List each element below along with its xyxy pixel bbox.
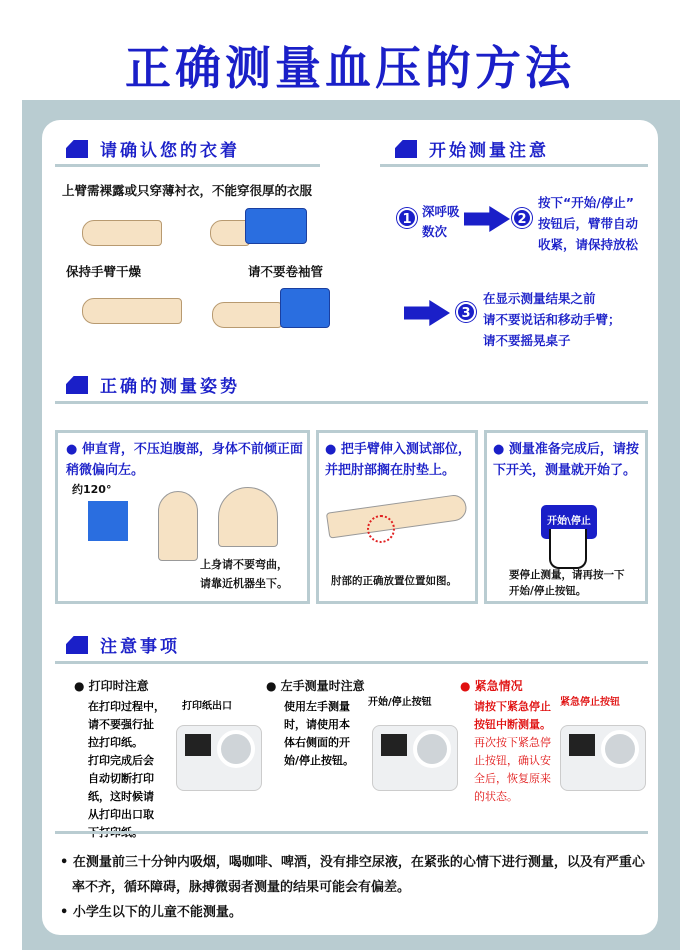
sleeved-arm-image [210, 220, 250, 246]
pressing-hand-icon [549, 529, 587, 569]
bottom-note: • 在测量前三十分钟内吸烟，喝咖啡、啤酒，没有排空尿液，在紧张的心情下进行测量，以及有严重心率不齐，循环障碍，脉搏微弱者测量的结果可能会有偏差。 [60, 855, 645, 895]
arm-on-cuff-image [326, 493, 468, 538]
line: 在显示测量结果之前 [483, 291, 596, 306]
heading-marker-icon [66, 376, 88, 394]
divider [380, 164, 648, 167]
leaning-person-image [218, 487, 278, 547]
wet-arm-image [82, 298, 182, 324]
line: 数次 [422, 224, 448, 239]
start-stop-button: 开始\停止 [541, 505, 597, 539]
heading-marker-icon [66, 140, 88, 158]
line: 体右侧面的开 [284, 736, 350, 749]
text: 把手臂伸入测试部位，并把肘部搁在肘垫上。 [325, 442, 471, 478]
heading-text: 正确的测量姿势 [100, 377, 240, 397]
divider [55, 164, 320, 167]
no-roll-label: 请不要卷袖管 [248, 264, 324, 279]
section-heading-notes [66, 632, 180, 657]
posture-text-3: ● 测量准备完成后，请按下开关，测量就开始了。 [493, 442, 639, 478]
line: 要停止测量，请再按一下 [509, 569, 625, 581]
heading-marker-icon [395, 140, 417, 158]
bottom-notes [60, 850, 650, 925]
posture-box-2 [316, 430, 478, 604]
heading-text: 注意事项 [100, 637, 180, 657]
text: 小学生以下的儿童不能测量。 [72, 905, 242, 920]
text: 打印时注意 [88, 679, 149, 693]
printer-outlet-label: 打印纸出口 [182, 701, 232, 712]
clothing-intro: 上臂需裸露或只穿薄衬衣，不能穿很厚的衣服 [62, 183, 313, 198]
section-heading-start [395, 136, 549, 161]
bp-monitor-image [560, 725, 646, 791]
note-print-title: ● 打印时注意 [74, 679, 149, 693]
heading-marker-icon [66, 636, 88, 654]
bp-monitor-image [176, 725, 262, 791]
section-heading-posture [66, 372, 240, 397]
line: 从打印出口取 [88, 808, 154, 821]
note-emergency-text [474, 698, 551, 806]
text: 左手测量时注意 [280, 679, 365, 693]
line: 请不要说话和移动手臂； [483, 312, 621, 327]
step-1-text [422, 202, 460, 242]
line: 纸，这时候请 [88, 790, 154, 803]
note-left-title: ● 左手测量时注意 [266, 679, 365, 693]
posture-text-2: ● 把手臂伸入测试部位，并把肘部搁在肘垫上。 [325, 442, 471, 478]
line: 开始/停止按钮。 [509, 585, 587, 597]
line: 拉打印纸。 [88, 736, 143, 749]
step-3-text [483, 288, 621, 351]
elbow-position-marker [367, 515, 395, 543]
line: 请不要强行扯 [88, 718, 154, 731]
step-2-text [538, 192, 638, 255]
posture-box-3 [484, 430, 648, 604]
line: 始/停止按钮。 [284, 754, 355, 767]
arm-angle-image [88, 501, 128, 541]
seated-person-image [158, 491, 198, 561]
line: 按下“开始/停止” [538, 195, 634, 210]
heading-text: 开始测量注意 [429, 141, 549, 161]
bottom-note: • 小学生以下的儿童不能测量。 [60, 905, 242, 920]
line: 请靠近机器坐下。 [200, 577, 288, 590]
note-left-text [284, 698, 354, 770]
posture-box-1 [55, 430, 310, 604]
line: 收紧，请保持放松 [538, 237, 639, 252]
line: 在打印过程中， [88, 700, 165, 713]
bp-monitor-image [372, 725, 458, 791]
posture-caption-2: 肘部的正确放置位置如图。 [331, 575, 457, 587]
posture-text-1: ● 伸直背，不压迫腹部，身体不前倾正面稍微偏向左。 [66, 442, 303, 478]
note-print-text [88, 698, 165, 842]
line: 再次按下紧急停 [474, 736, 551, 749]
step-1-badge: 1 [397, 208, 417, 228]
step-2-badge: 2 [512, 208, 532, 228]
posture-caption-3 [509, 567, 625, 599]
heading-text: 请确认您的衣着 [100, 141, 240, 161]
sleeve-image [245, 208, 307, 244]
bare-arm-image [82, 220, 162, 246]
line: 请不要摇晃桌子 [483, 333, 571, 348]
text: 在测量前三十分钟内吸烟，喝咖啡、啤酒，没有排空尿液，在紧张的心情下进行测量，以及有严重心率不齐，循环障碍，脉搏微弱者测量的结果可能会有偏差。 [72, 855, 645, 895]
divider [55, 401, 648, 404]
text: 紧急情况 [474, 679, 523, 693]
angle-label: 约120° [72, 483, 112, 496]
text: 测量准备完成后，请按下开关，测量就开始了。 [493, 442, 639, 478]
rolled-arm-image [212, 302, 282, 328]
line: 打印完成后会 [88, 754, 154, 767]
step-3-badge: 3 [456, 302, 476, 322]
text: 伸直背，不压迫腹部，身体不前倾正面稍微偏向左。 [66, 442, 303, 478]
divider [55, 831, 648, 834]
line: 时，请使用本 [284, 718, 350, 731]
section-heading-clothing [66, 136, 240, 161]
line: 自动切断打印 [88, 772, 154, 785]
posture-caption-1 [200, 555, 288, 593]
line: 按钮后，臂带自动 [538, 216, 639, 231]
rolled-sleeve-image [280, 288, 330, 328]
line: 使用左手测量 [284, 700, 350, 713]
line: 全后，恢复原来 [474, 772, 551, 785]
line: 的状态。 [474, 790, 518, 803]
line: 深呼吸 [422, 204, 460, 219]
line: 请按下紧急停止 [474, 700, 551, 713]
divider [55, 661, 648, 664]
emergency-stop-label: 紧急停止按钮 [560, 697, 620, 708]
line: 止按钮，确认安 [474, 754, 551, 767]
note-emergency-title: ● 紧急情况 [460, 679, 523, 693]
page-title: 正确测量血压的方法 [125, 41, 575, 95]
line: 上身请不要弯曲， [200, 558, 288, 571]
start-stop-label: 开始/停止按钮 [368, 697, 432, 708]
line: 按钮中断测量。 [474, 718, 551, 731]
keep-dry-label: 保持手臂干燥 [66, 264, 142, 279]
